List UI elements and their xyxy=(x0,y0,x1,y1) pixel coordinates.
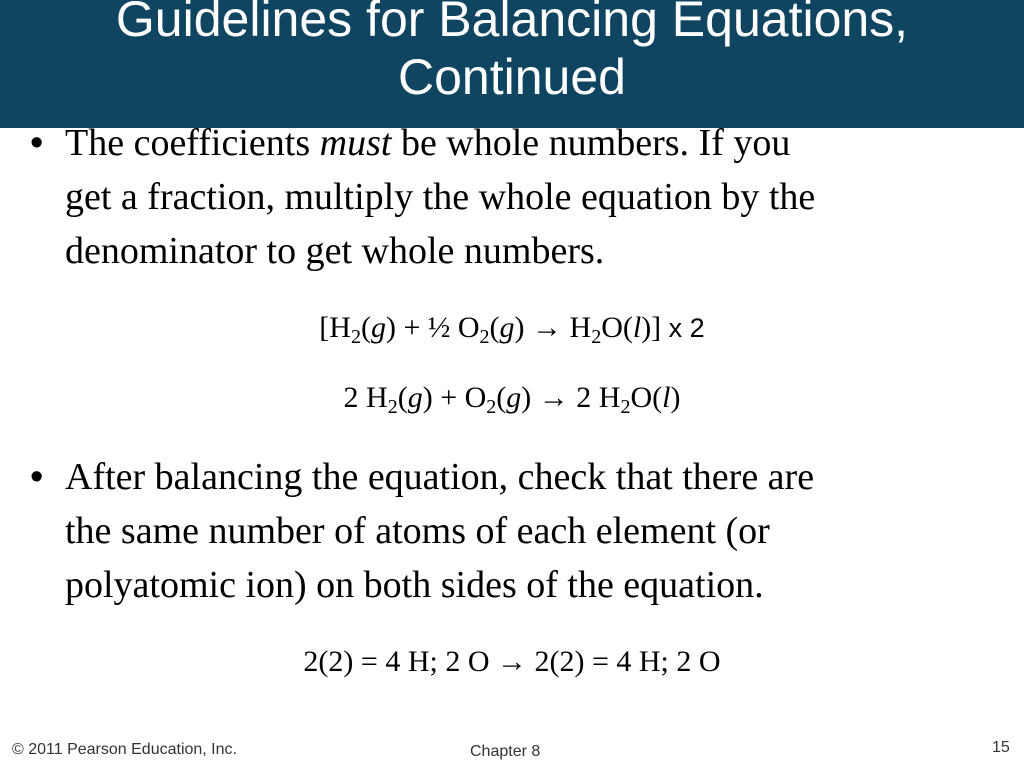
text-run: The coefficients xyxy=(65,122,320,164)
eq-text: ( xyxy=(360,311,371,344)
state-symbol: g xyxy=(506,381,522,414)
eq-text: )] xyxy=(641,311,662,344)
subscript: 2 xyxy=(620,396,631,418)
eq-text: [H xyxy=(319,311,351,344)
footer-copyright: © 2011 Pearson Education, Inc. xyxy=(12,741,237,758)
eq-text: ) + ½ O xyxy=(385,311,480,344)
state-symbol: l xyxy=(662,381,671,414)
title-line-1: Guidelines for Balancing Equations, xyxy=(115,0,909,47)
eq-text: ) → 2 H xyxy=(521,381,621,414)
bullet-text xyxy=(65,116,990,278)
subscript: 2 xyxy=(350,326,361,348)
state-symbol: g xyxy=(499,311,515,344)
equation-atom-count: 2(2) = 4 H; 2 O → 2(2) = 4 H; 2 O xyxy=(303,645,721,678)
title-line-2: Continued xyxy=(398,49,626,105)
bullet-line: get a fraction, multiply the whole equation by the xyxy=(65,176,816,218)
eq-text: ) + O xyxy=(422,381,487,414)
eq-text: 2 H xyxy=(343,381,388,414)
eq-text: O( xyxy=(601,311,633,344)
bullet-line: polyatomic ion) on both sides of the equation. xyxy=(65,564,764,606)
bullet-line xyxy=(65,116,990,170)
text-run: be whole numbers. If you xyxy=(391,122,791,164)
subscript: 2 xyxy=(591,326,602,348)
subscript: 2 xyxy=(387,396,398,418)
bullet-line: denominator to get whole numbers. xyxy=(65,230,605,272)
subscript: 2 xyxy=(479,326,490,348)
bullet-marker: • xyxy=(30,122,44,164)
slide-title xyxy=(0,0,1024,106)
state-symbol: g xyxy=(370,311,386,344)
equation-fractional xyxy=(0,308,1024,348)
eq-text: ) → H xyxy=(514,311,592,344)
eq-text: ( xyxy=(397,381,408,414)
eq-text: ( xyxy=(496,381,507,414)
emphasis-text: must xyxy=(319,122,392,164)
eq-text: O( xyxy=(630,381,663,414)
bullet-item-whole-numbers xyxy=(30,116,990,278)
eq-text: ) xyxy=(670,381,681,414)
state-symbol: l xyxy=(632,311,642,344)
bullet-text xyxy=(65,450,990,612)
bullet-item-check-atoms xyxy=(30,450,990,612)
multiplier: x 2 xyxy=(661,313,705,343)
bullet-marker: • xyxy=(30,456,44,498)
eq-text: ( xyxy=(489,311,500,344)
bullet-line: After balancing the equation, check that there are xyxy=(65,456,815,498)
equation-balanced xyxy=(0,378,1024,418)
bullet-line: the same number of atoms of each element (or xyxy=(65,510,770,552)
state-symbol: g xyxy=(407,381,423,414)
slide-number: 15 xyxy=(992,739,1010,756)
title-bar xyxy=(0,0,1024,128)
footer-chapter: Chapter 8 xyxy=(470,743,541,760)
subscript: 2 xyxy=(486,396,497,418)
